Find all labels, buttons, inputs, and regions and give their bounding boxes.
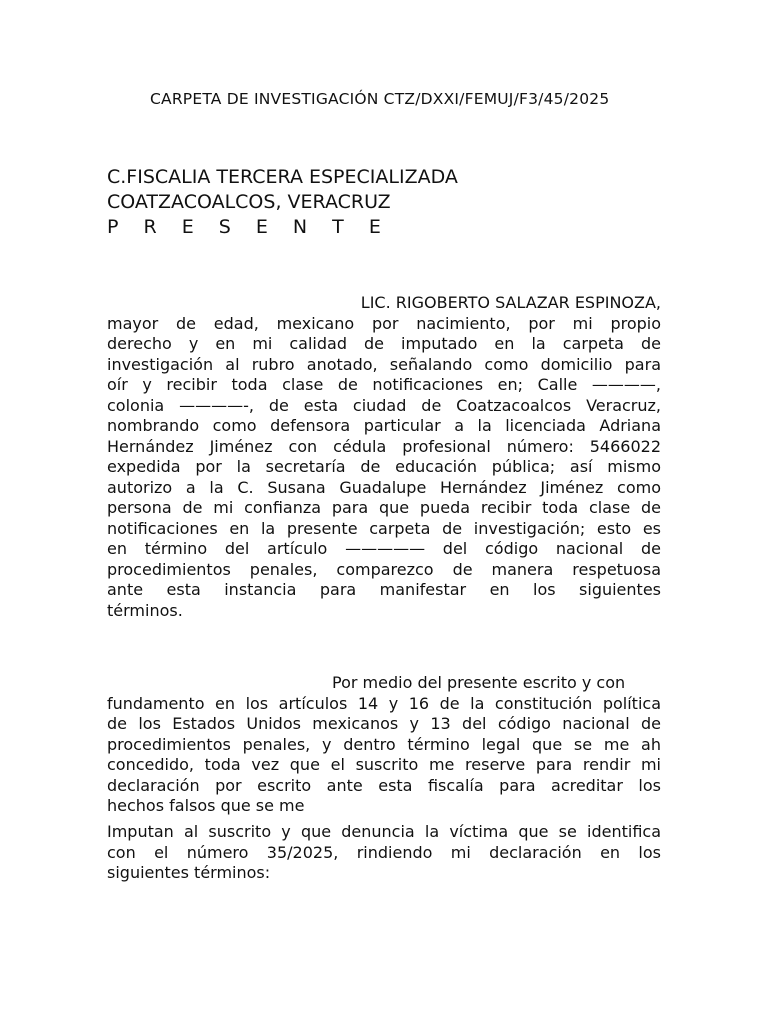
text-line: Por medio del presente escrito y con	[332, 673, 626, 692]
text-line: Imputan al suscrito y que denuncia la víctima que se identifica	[107, 822, 661, 841]
text-line: fundamento en los artículos 14 y 16 de la constitución política	[107, 693, 661, 713]
text-line: nombrando como defensora particular a la licenciada Adriana	[107, 416, 661, 435]
text-line: expedida por la secretaría de educación pública; así mismo	[107, 457, 661, 476]
text-line: derecho y en mi calidad de imputado en la carpeta de	[107, 334, 661, 353]
text-line: ante esta instancia para manifestar en los siguientes	[107, 580, 661, 599]
signer-name: LIC. RIGOBERTO SALAZAR ESPINOZA,	[360, 293, 661, 312]
text-line: en término del artículo ————— del código nacional de	[107, 539, 661, 558]
text-line: declaración por escrito ante esta fiscalía para acreditar los	[107, 775, 661, 795]
text-line: persona de mi confianza para que pueda recibir toda clase de	[107, 498, 661, 517]
text-line: procedimientos penales, comparezco de manera respetuosa	[107, 559, 661, 579]
text-line: hechos falsos que se me	[107, 796, 305, 815]
text-line: colonia ————-, de esta ciudad de Coatzacoalcos Veracruz,	[107, 395, 661, 415]
addressee-presente: P R E S E N T E	[107, 216, 391, 238]
text-line: autorizo a la C. Susana Guadalupe Hernández Jiménez como	[107, 477, 661, 497]
text-line: concedido, toda vez que el suscrito me reserve para rendir mi	[107, 755, 661, 774]
text-line: procedimientos penales, y dentro término legal que se me ah	[107, 734, 661, 754]
text-line: mayor de edad, mexicano por nacimiento, por mi propio	[107, 313, 661, 333]
case-number-header: CARPETA DE INVESTIGACIÓN CTZ/DXXI/FEMUJ/F3/45/2025	[150, 90, 610, 108]
paragraph-identification	[107, 293, 661, 621]
addressee-city: COATZACOALCOS, VERACRUZ	[107, 191, 391, 213]
text-line: siguientes términos:	[107, 863, 271, 882]
text-line: notificaciones en la presente carpeta de investigación; esto es	[107, 518, 661, 538]
text-line: oír y recibir toda clase de notificaciones en; Calle ————,	[107, 375, 661, 394]
text-line: investigación al rubro anotado, señalando como domicilio para	[107, 354, 661, 374]
text-line: Hernández Jiménez con cédula profesional número: 5466022	[107, 436, 661, 456]
text-line: términos.	[107, 600, 183, 620]
text-line: de los Estados Unidos mexicanos y 13 del código nacional de	[107, 714, 661, 733]
text-line: con el número 35/2025, rindiendo mi declaración en los	[107, 842, 661, 862]
addressee-office: C.FISCALIA TERCERA ESPECIALIZADA	[107, 166, 458, 188]
paragraph-legal-basis	[107, 673, 661, 817]
addressee-block	[107, 165, 458, 240]
paragraph-declaration	[107, 822, 661, 884]
